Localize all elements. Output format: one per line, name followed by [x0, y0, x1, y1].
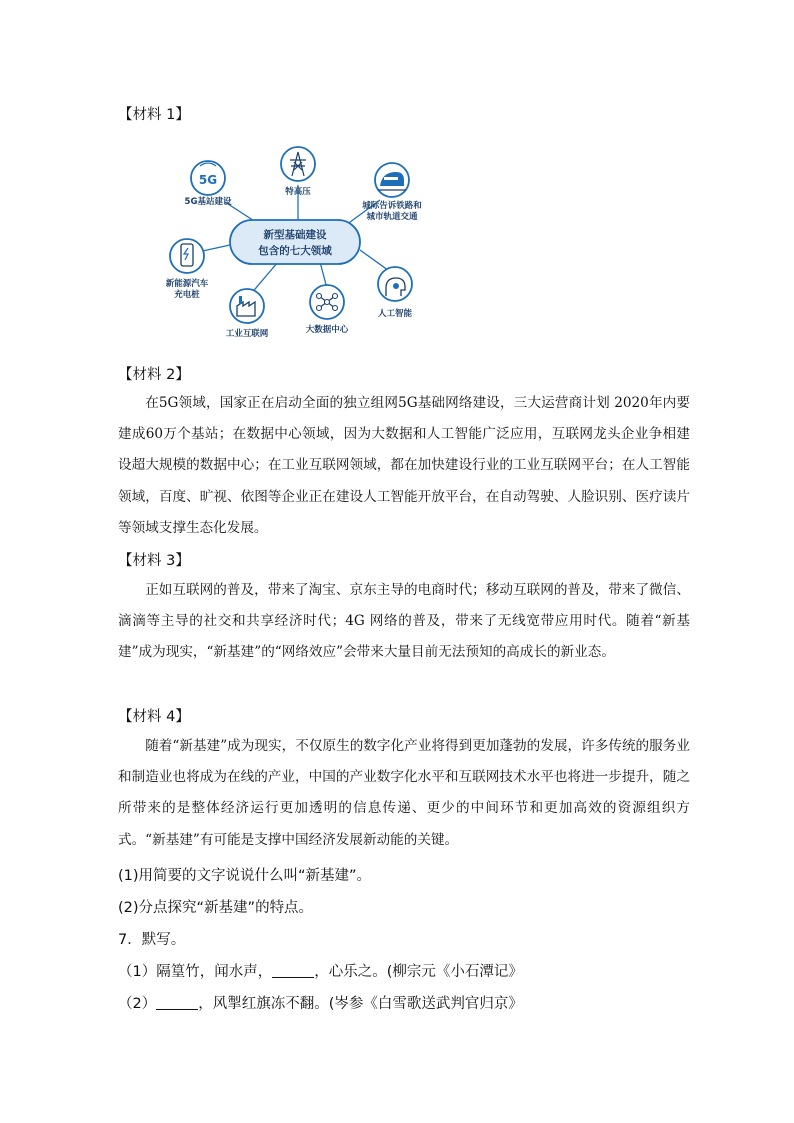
q7-item-1: [118, 960, 523, 981]
material3-heading: 【材料 3】: [118, 553, 190, 569]
node-rail: [362, 163, 422, 222]
q7-title: 7．默写。: [118, 932, 186, 948]
5g-icon: 5G: [198, 173, 218, 187]
node-uhv-label: 特高压: [285, 187, 311, 197]
node-ai-label: 人工智能: [377, 309, 413, 319]
node-ai: [378, 267, 413, 319]
q7-item1-blank[interactable]: [272, 963, 314, 978]
center-title-line2: 包含的七大领域: [258, 245, 332, 257]
q7-item2-prefix: （2）: [118, 996, 157, 1012]
q7-item1-prefix: （1）隔篁竹，闻水声，: [118, 964, 273, 980]
node-bigdata-label: 大数据中心: [305, 325, 349, 335]
question-1: (1)用简要的文字说说什么叫“新基建”。: [118, 868, 372, 884]
node-bigdata: [306, 285, 349, 335]
node-5g: [185, 161, 232, 207]
q7-item2-blank[interactable]: [156, 995, 198, 1010]
q7-item1-suffix: ，心乐之。(柳宗元《小石潭记》: [314, 964, 523, 980]
material2-paragraph: 在5G领域，国家正在启动全面的独立组网5G基础网络建设，三大运营商计划 2020年内要建成60万个基站；在数据中心领域，因为大数据和人工智能广泛应用，互联网龙头企业争相建设超大规模的数据中心；在工业互联网领域，都在加快建设行业的工业互联网平台；在人工智能领域，百度、旷视、依图等企业正在建设人工智能开放平台，在自动驾驶、人脸识别、医疗读片等领域支撑生态化发展。: [118, 395, 690, 536]
center-hub: [230, 220, 360, 264]
node-ev-label-line2: 充电桩: [174, 290, 200, 300]
material1-heading: 【材料 1】: [118, 107, 190, 123]
node-uhv: [281, 147, 315, 197]
node-ev-label-line1: 新能源汽车: [165, 279, 209, 289]
material2-heading: 【材料 2】: [118, 367, 190, 383]
material3-paragraph: 正如互联网的普及，带来了淘宝、京东主导的电商时代；移动互联网的普及，带来了微信、滴滴等主导的社交和共享经济时代；4G 网络的普及，带来了无线宽带应用时代。随着“新基建”成为现实，“新基建”的“网络效应”会带来大量目前无法预知的高成长的新业态。: [118, 582, 690, 661]
node-ev: [166, 239, 209, 300]
node-5g-label: 5G基站建设: [184, 197, 232, 207]
material4-paragraph: 随着“新基建”成为现实，不仅原生的数字化产业将得到更加蓬勃的发展，许多传统的服务业和制造业也将成为在线的产业，中国的产业数字化水平和互联网技术水平也将进一步提升，随之所带来的是整体经济运行更加透明的信息传递、更少的中间环节和更加高效的资源组织方式。“新基建”有可能是支撑中国经济发展新动能的关键。: [118, 738, 690, 848]
node-rail-label-line2: 城市轨道交通: [366, 212, 418, 222]
new-infrastructure-diagram: [165, 140, 430, 345]
material4-heading: 【材料 4】: [118, 709, 190, 725]
node-rail-label-line1: 城际告诉铁路和: [362, 201, 422, 211]
question-2: (2)分点探究“新基建”的特点。: [118, 900, 314, 916]
node-industrial: [226, 289, 269, 339]
q7-item-2: [118, 992, 523, 1013]
node-industrial-label: 工业互联网: [225, 329, 269, 339]
center-title-line1: 新型基础建设: [263, 229, 327, 241]
q7-item2-suffix: ，风掣红旗冻不翻。(岑参《白雪歌送武判官归京》: [198, 996, 523, 1012]
